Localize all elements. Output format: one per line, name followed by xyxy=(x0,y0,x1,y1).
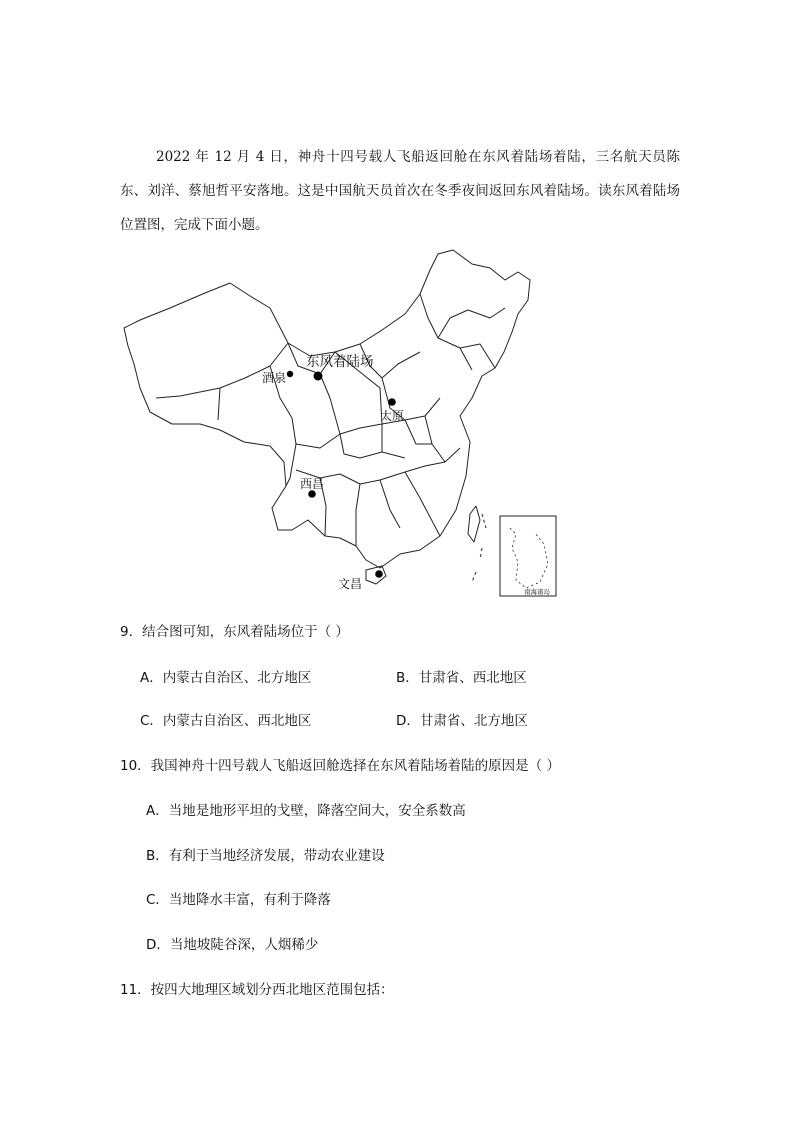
question-10-option-c: C．当地降水丰富，有利于降落 xyxy=(146,892,331,908)
intro-text: 2022 年 12 月 4 日，神舟十四号载人飞船返回舱在东风着陆场着陆，三名航天员陈东、刘洋、蔡旭哲平安落地。这是中国航天员首次在冬季夜间返回东风着陆场。读东风着陆场位置图，完成下面小题。 xyxy=(120,149,680,233)
question-9-option-d: D．甘肃省、北方地区 xyxy=(396,713,528,729)
question-9-option-c: C．内蒙古自治区、西北地区 xyxy=(140,713,312,729)
label-dongfeng: 东风着陆场 xyxy=(306,354,374,370)
intro-paragraph xyxy=(120,140,680,242)
label-xichang: 西昌 xyxy=(300,477,325,491)
taiwan-island xyxy=(468,506,480,542)
question-10-option-b: B．有利于当地经济发展，带动农业建设 xyxy=(146,848,385,864)
china-map xyxy=(120,248,560,600)
south-china-sea-inset xyxy=(500,516,556,596)
label-inset: 南海诸岛 xyxy=(524,588,550,596)
marker-wenchang xyxy=(375,570,383,578)
question-9-option-b: B．甘肃省、西北地区 xyxy=(396,670,527,686)
question-10-option-d: D．当地坡陡谷深，人烟稀少 xyxy=(146,937,319,953)
marker-taiyuan xyxy=(388,398,396,406)
question-10-stem: 10．我国神舟十四号载人飞船返回舱选择在东风着陆场着陆的原因是（ ） xyxy=(120,758,560,774)
question-11-stem: 11．按四大地理区域划分西北地区范围包括： xyxy=(120,982,394,998)
marker-dongfeng xyxy=(314,372,323,381)
label-wenchang: 文昌 xyxy=(338,577,363,591)
question-9-stem: 9．结合图可知，东风着陆场位于（ ） xyxy=(120,624,349,640)
question-10-option-a: A．当地是地形平坦的戈壁，降落空间大，安全系数高 xyxy=(146,803,466,819)
label-taiyuan: 太原 xyxy=(380,409,405,423)
label-jiuquan: 酒泉 xyxy=(262,371,287,385)
marker-jiuquan xyxy=(287,371,293,377)
question-9-option-a: A．内蒙古自治区、北方地区 xyxy=(140,670,312,686)
marker-xichang xyxy=(308,490,316,498)
